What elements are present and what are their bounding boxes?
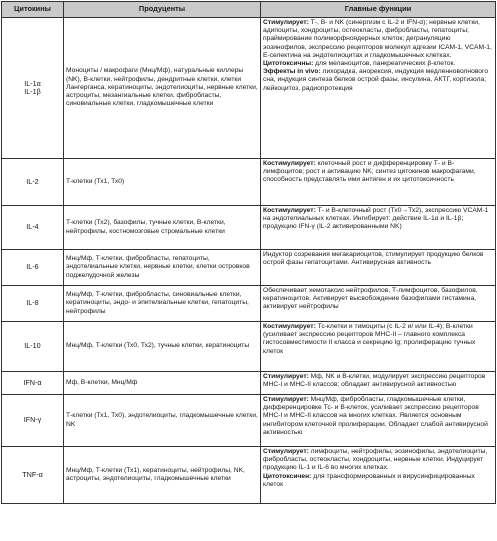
header-row	[2, 2, 496, 18]
functions-cell	[261, 286, 496, 322]
function-paragraph	[263, 251, 493, 267]
producers-cell: Моноциты / макрофаги (Мнц/Мф), натуральные киллеры (NK), В-клетки, нейтрофилы, дендритные клетки, клетки Лангерганса, кератиноциты, эндотелиоциты, нервные клетки, астроциты, мезангиальные клетки, фибробласты, синовиальные клетки, гладкомышечные клетки	[64, 18, 261, 159]
producers-cell: Т-клетки (Тх2), базофилы, тучные клетки, В-клетки, нейтрофилы, костномозговые стромальные клетки	[64, 206, 261, 250]
cytokine-cell	[2, 159, 64, 206]
function-text: для трансформированных и вирусинфицированных клеток	[263, 472, 475, 488]
producers-cell: Мнц/Мф, Т-клетки, фибробласты, гепатоциты, эндотелиальные клетки, нервные клетки, клетки островков поджелудочной железы	[64, 250, 261, 286]
cytokine-name: IL-2	[26, 176, 39, 186]
cytokine-cell	[2, 250, 64, 286]
function-paragraph	[263, 207, 493, 232]
cytokine-name: IL-10	[24, 341, 41, 351]
cytokine-cell	[2, 372, 64, 395]
cytokine-name: IL-1α	[24, 78, 41, 88]
table-row	[2, 206, 496, 250]
function-paragraph	[263, 373, 493, 389]
cytokine-cell	[2, 322, 64, 372]
table-row	[2, 322, 496, 372]
cytokine-cell	[2, 395, 64, 447]
table-row	[2, 250, 496, 286]
function-paragraph	[263, 60, 493, 68]
producers-cell: Т-клетки (Тх1, Тх0)	[64, 159, 261, 206]
function-text: клеточный рост и дифференцировку Т- и В-лимфоцитов; рост и активацию NK; синтез цитокинов макрофагами, способность представлять ими антиген и их цитотоксичность	[263, 160, 476, 184]
cytokine-name: TNF-α	[22, 469, 43, 479]
function-text: лимфоциты, нейтрофилы, эозинофилы, эндотелиоциты, фибробласты, остеокласты, хондроциты, нервные клетки. Индуцирует продукцию IL-1 и IL-6 во многих клетках.	[263, 448, 488, 472]
function-lead: Эффекты in vivo:	[263, 68, 321, 76]
producers-cell: Мнц/Мф, Т-клетки (Тх1), кератиноциты, нейтрофилы, NK, астроциты, эндотелиоциты, гладкомышечные клетки	[64, 447, 261, 504]
producers-cell: Мнц/Мф, Т-клетки, фибробласты, синовиальные клетки, кератиноциты, эндо- и эпителиальные клетки, гепатоциты, нейтрофилы	[64, 286, 261, 322]
cytokine-cell	[2, 206, 64, 250]
function-text: Мнц/Мф, фибробласты, гладкомышечные клетки, дифференцировке Тс- и В-клеток, усиливает экспрессию рецепторов МНС-I и МНС-II классов на многих клетках. Является основным ингибитором клеточной пролиферации. Обладает слабой антивирусной активностью	[263, 396, 488, 436]
function-lead: Стимулирует:	[263, 448, 309, 455]
producers-cell: Мнц/Мф, Т-клетки (Тх0, Тх2), тучные клетки, кератиноциты	[64, 322, 261, 372]
function-lead: Цитотоксичны:	[263, 60, 314, 68]
function-text: Т-, В- и NK (синергизм с IL-2 и IFN-α); нервные клетки, адипоциты, хондроциты, остеокласты, фибробласты, гепатоциты; праймирование полиморфноядерных клеток; дегрануляцию эозинофилов, экспрессию рецепторов молекул адгезии ICAM-1, VCAM-1, Е-селектина на эндотелиоцитах и гладкомышечных клетках.	[263, 19, 492, 59]
cytokine-cell	[2, 447, 64, 504]
cytokine-name: IL-1β	[24, 87, 41, 96]
function-lead: Стимулирует:	[263, 373, 309, 380]
function-paragraph	[263, 323, 493, 356]
function-text: для меланоцитов, панкреатических β-клеток.	[313, 60, 456, 68]
header-cytokines: Цитокины	[2, 2, 64, 18]
function-paragraph	[263, 160, 493, 185]
functions-cell	[261, 206, 496, 250]
producers-cell: Т-клетки (Тх1, Тх0), эндотелиоциты, гладкомышечные клетки, NK	[64, 395, 261, 447]
function-lead: Костимулирует:	[263, 323, 316, 330]
table-row	[2, 159, 496, 206]
cytokine-name: IL-6	[26, 262, 39, 272]
function-paragraph	[263, 448, 493, 473]
functions-cell	[261, 18, 496, 159]
function-lead: Костимулирует:	[263, 160, 316, 167]
function-text: лихорадка, анорексия, индукция медленноволнового сна, индукция синтеза белков острой фазы, инсулина, АКТГ, кортизола; лейкоцитоз, радиопротекция	[263, 68, 489, 92]
functions-cell	[261, 322, 496, 372]
cytokine-cell	[2, 18, 64, 159]
cytokine-name: IFN-α	[23, 377, 42, 387]
function-lead: Цитотоксичен:	[263, 472, 312, 480]
function-text: Мф, NK и В-клетки, модулирует экспрессию рецепторов МНС-I и МНС-II классов; обладает антивирусной активностью	[263, 373, 486, 389]
functions-cell	[261, 159, 496, 206]
function-lead: Стимулирует:	[263, 19, 309, 26]
header-producers: Продуценты	[64, 2, 261, 18]
cytokine-name: IL-8	[26, 298, 39, 308]
cytokine-table	[1, 1, 496, 504]
function-text: Тс-клетки и тимоциты (с IL-2 и/ или IL-4); В-клетки (усиливает экспрессию рецепторов МНС-II – главного комплекса гистосовместимости II класса и секрецию Ig; пролиферацию тучных клеток	[263, 323, 476, 355]
function-lead: Костимулирует:	[263, 207, 316, 214]
table-row	[2, 395, 496, 447]
function-text: Обеспечивает хемотаксис нейтрофилов, Т-лимфоцитов, базофилов, кератиноцитов. Активирует высвобождение базофилами гистамина, активирует нейтрофилы	[263, 287, 478, 311]
header-functions: Главные функции	[261, 2, 496, 18]
producers-cell: Мф, В-клетки, Мнц/Мф	[64, 372, 261, 395]
table-row	[2, 286, 496, 322]
functions-cell	[261, 250, 496, 286]
function-text: Т- и В-клеточный рост (Тх0→Тх2), экспрессию VCAM-1 на эндотелиальных клетках. Ингибирует: действие IL-1α и IL-1β; продукцию IFN-γ (IL-2 активированными NK)	[263, 207, 489, 231]
function-paragraph	[263, 19, 493, 60]
function-paragraph	[263, 68, 493, 93]
functions-cell	[261, 372, 496, 395]
table-body	[2, 18, 496, 504]
function-paragraph	[263, 396, 493, 437]
cytokine-name: IFN-γ	[23, 415, 42, 425]
function-text: Индуктор созревания мегакариоцитов, стимулирует продукцию белков острой фазы гепатоцитами. Антивирусная активность	[263, 251, 484, 267]
table-row	[2, 447, 496, 504]
cytokine-cell	[2, 286, 64, 322]
function-paragraph	[263, 287, 493, 312]
table-row	[2, 18, 496, 159]
functions-cell	[261, 447, 496, 504]
functions-cell	[261, 395, 496, 447]
function-lead: Стимулирует:	[263, 396, 309, 403]
cytokine-name: IL-4	[26, 222, 39, 232]
function-paragraph	[263, 473, 493, 489]
table-row	[2, 372, 496, 395]
